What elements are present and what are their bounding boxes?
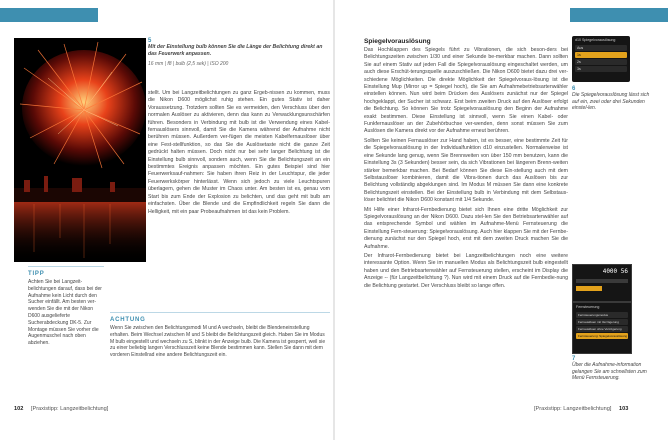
right-body-text-4: Der Infrarot-Fernbedienung bietet bei Langzeitbelichtungen noch eine weitere interessante Option. Wenn Sie im manuellen Modus als Belichtungszeit bulb eingestellt haben und den Betriebsartenwähler auf Fernsteuerung stellen, erscheint im Display die Anzeige -- (für Langzeitbelichtung ?). Nun wird mit einem Druck auf die Fernbedie-nung die Belichtung gestartet. Der Verschluss bleibt so lange offen. (364, 252, 568, 289)
menu1-title: d10 Spiegelvorauslösung (575, 38, 616, 42)
lcd-scale (576, 279, 628, 283)
figure-6-caption: Die Spiegelvorauslösung lässt sich auf ein, zwei oder drei Sekunden einstel-len. (572, 92, 650, 112)
menu1-item-2: 2s (575, 59, 627, 65)
left-body-text: stellt. Um bei Langzeitbelichtungen zu ganz Ergeb-nissen zu kommen, muss die Nikon D600 möglichst ruhig stehen. Ein gutes Stativ ist daher Voraussetzung. Trotzdem sollten Sie es vermeiden, den Verschluss über den normalen Auslöser zu aktivieren, denn das kann zu Verwacklungsunschärfen führen. Besonders in Verbindung mit bulb ist die Verwendung eines Kabel-fernauslösers sinnvoll, damit Sie die Kamera während der Aufnahme nicht berühren müssen. Außerdem ver-fügen die meisten Kabelfernauslöser über eine Fest-stellfunktion, so das Sie die Auslösetaste nicht die ganze Zeit gedrückt halten müssen. Doch nicht nur bei sehr langer Belichtung ist die Einstellung bulb sinnvoll, sondern auch, wenn Sie die Belichtungszeit an ein bestimmtes Ereignis anpassen möchten. Ein gutes Beispiel sind hier Feuerwerksauf-nahmen: Sie haben ihren Reiz in der Leuchtspur, die jeder Feuerwerkskörper hinterlässt. Wenn sich jedoch zu viele Leuchtspuren überlagern, gehen die Muster im Chaos unter. Am besten ist es, genau vom Start bis zum Ende der Explosion zu belichten, und das geht mit bulb am einfachsten. Über die Blende und die Empfindlichkeit regeln Sie dann die Helligkeit, mit ein paar Probeaufnahmen ist das kein Problem. (148, 90, 330, 215)
figure-number: 5 (148, 38, 152, 44)
figure-6-caption-block (572, 86, 652, 112)
lcd-value: 4000 56 (602, 268, 628, 275)
figure-7-caption: Über die Aufnahme-information gelangen Sie am schnellsten zum Menü Fernsteuerung. (572, 362, 647, 382)
menu2-item-3: Fernsteuerung: Spiegelvorauslösung (578, 334, 628, 338)
figure-meta: 16 mm | f8 | bulb (2,5 sek) | ISO 200 (148, 61, 229, 67)
camera-info-screen (572, 264, 632, 302)
menu2-item-0: Fernsteuerungsmodus (576, 312, 628, 318)
page-spine (333, 0, 335, 440)
tip-box (28, 266, 104, 347)
header-bar-right (570, 8, 668, 22)
section-title: Spiegelvorauslösung (364, 38, 431, 45)
tip-label: TIPP (28, 271, 45, 277)
right-page-number: 103 (619, 406, 629, 412)
figure-7-caption-block (572, 356, 652, 382)
lcd-highlight (576, 286, 602, 291)
menu1-item-1: 1s (575, 52, 627, 58)
right-body-text-3: Mit Hilfe einer Infrarot-Fernbedienung bietet sich Ihnen eine dritte Möglichkeit zur Spiegelvorauslösung an der Nikon D600. Dazu stel-len Sie den Betriebsartenwähler auf das entsprechende Symbol und wählen im Aufnahme-Menü Fernsteuerung die Einstellung Fern-steuerung: Spiegelvorauslösung. Auch hier klappen Sie mit der Fernbe-dienung zunächst nur den Spiegel hoch, erst mit dem zweiten Druck machen Sie die Aufnahme. (364, 206, 568, 250)
fireworks-photo (14, 38, 146, 262)
menu2-item-2: Fernauslösen ohne Verzögerung (576, 326, 628, 332)
right-footer (534, 406, 628, 412)
menu2-item-1: Fernauslösen mit Verzögerung (576, 319, 628, 325)
right-body (364, 47, 568, 290)
figure-caption: Mit der Einstellung bulb können Sie die Länge der Belichtung direkt an das Feuerwerk anpassen. (148, 44, 323, 57)
camera-menu-screen-2 (572, 302, 632, 354)
tip-text: Achten Sie bei Langzeit-belichtungen darauf, dass bei der Aufnahme kein Licht durch den Sucher einfällt. Am besten ver-wenden Sie die mit der Nikon D600 ausgelieferte Sucherabdeckung DK-5. Zur Montage müssen Sie vorher die Augenmuschel nach oben abziehen. (28, 279, 102, 347)
figure-7-number: 7 (572, 356, 576, 362)
right-footer-chapter: [Praxistipp: Langzeitbelichtung] (534, 406, 612, 412)
left-page-number: 102 (14, 406, 24, 412)
warning-box (110, 312, 330, 359)
warning-label: ACHTUNG (110, 317, 146, 323)
menu2-title: Fernsteuerung (576, 305, 600, 309)
left-footer-chapter: [Praxistipp: Langzeitbelichtung] (30, 406, 109, 412)
left-footer (14, 406, 108, 412)
figure-6-number: 6 (572, 86, 576, 92)
right-body-text-1: Das Hochklappen des Spiegels führt zu Vibrationen, die sich beson-ders bei Belichtungszeiten zwischen 1/30 und einer Sekunde be-merkbar machen. Dann sollten Sie auf einem Stativ auf jeden Fall die Spiegelvorauslösung eingeschaltet werden, um auch diese Erschüt-terungsquelle auszuschließen. Die Nikon D600 bietet dazu drei ver-schiedene Möglichkeiten. Die direkte Möglichkeit der Spiegelvoraus-lösung ist die Einstellung Mup (Mirror up = Spiegel hoch), die Sie am Aufnahmebetriebsartenwähler einstellen können. Nun wird beim Drücken des Auslösers zunächst nur der Spiegel hochgeklappt, der Sucher ist schwarz. Erst beim zweiten Druck auf den Auslöser erfolgt die Belichtung. So können Sie trotz Spiegelvorauslösung den Beginn der Aufnahme exakt bestimmen. Diese Einstellung ist sinnvoll, wenn Sie einen Kabel- oder Funkfernauslöser an der Zubehörbuchse ver-wenden, denn sonst müssen Sie zum Auslösen die Kamera direkt vor der Aufnahme erneut berühren. (364, 47, 568, 135)
menu1-item-3: 3s (575, 66, 627, 72)
figure-5-caption-block (148, 38, 332, 67)
menu1-item-0: Aus (575, 45, 627, 51)
header-bar-left (0, 8, 98, 22)
camera-menu-screen-1 (572, 36, 630, 82)
right-body-text-2: Sollten Sie keinen Fernauslöser zur Hand haben, ist es besser, eine bestimmte Zeit für die Spiegelvorauslösung in der Individualfunktion d10 einzustellen. Normalerweise ist eine Sekunde lang genug, wenn Sie Brennweiten von über 150 mm benutzen, kann die Einstellung 3s (3 Sekunden) besser sein, da sich Vibrationen bei längeren Brenn-weiten stärker bemerkbar machen. Bei Bedarf können Sie diese Ein-stellung auch mit dem Selbstauslöser kombinieren, damit die Vibra-tionen durch das Auslösen bis zur Belichtung vollständig abgeklungen sind. Im Modus M müssen Sie dann eine konkrete Belichtungszeit einstellen. Bei der Einstellung bulb in Verbindung mit dem Selbstaus-löser belichtet die Nikon D600 konstant mit 1/4 Sekunde. (364, 137, 568, 204)
warning-text: Wenn Sie zwischen den Belichtungsmodi M und A wechseln, bleibt die Blendeneinstellung erhalten. Beim Wechsel zwischen M und S bleibt die Belichtungszeit gleich. Haben Sie im Modus M bulb eingestellt und wechseln zu S, blinkt in der Anzeige bulb. Die Kamera ist gesperrt, weil sie zu einer beliebig langen Verschlusszeit keine Blende bestimmen kann. Stellen Sie dann mit dem vorderen Einstellrad eine andere Belichtungszeit ein. (110, 325, 326, 359)
